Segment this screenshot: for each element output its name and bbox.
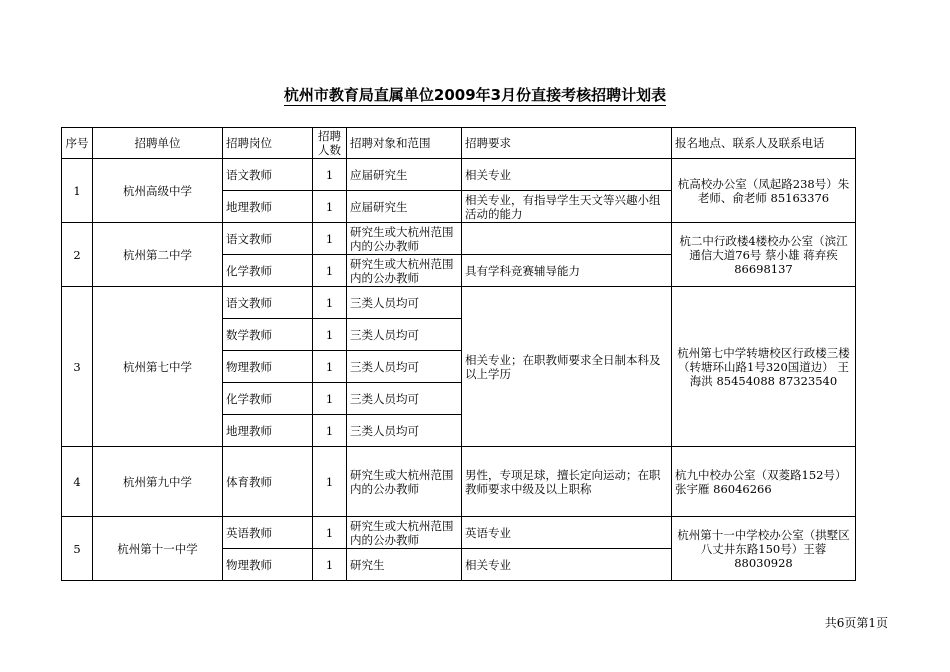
count-cell: 1 [313, 517, 347, 549]
unit-cell: 杭州第七中学 [93, 287, 223, 447]
position-cell: 语文教师 [223, 159, 313, 191]
unit-cell: 杭州高级中学 [93, 159, 223, 223]
header-count: 招聘人数 [313, 128, 347, 159]
unit-cell: 杭州第九中学 [93, 447, 223, 517]
count-cell: 1 [313, 447, 347, 517]
header-row [62, 128, 856, 159]
requirement-cell [462, 223, 672, 255]
position-cell: 化学教师 [223, 255, 313, 287]
requirement-cell: 相关专业 [462, 549, 672, 581]
header-requirement: 招聘要求 [462, 128, 672, 159]
table-row [62, 287, 856, 319]
position-cell: 化学教师 [223, 383, 313, 415]
target-cell: 应届研究生 [347, 159, 462, 191]
count-cell: 1 [313, 191, 347, 223]
page-title: 杭州市教育局直属单位2009年3月份直接考核招聘计划表 [283, 86, 667, 104]
count-cell: 1 [313, 351, 347, 383]
table-row [62, 159, 856, 191]
count-cell: 1 [313, 415, 347, 447]
seq-cell: 1 [62, 159, 93, 223]
position-cell: 地理教师 [223, 191, 313, 223]
count-cell: 1 [313, 223, 347, 255]
position-cell: 英语教师 [223, 517, 313, 549]
position-cell: 数学教师 [223, 319, 313, 351]
table-row [62, 517, 856, 549]
requirement-cell: 英语专业 [462, 517, 672, 549]
table-row [62, 223, 856, 255]
count-cell: 1 [313, 159, 347, 191]
target-cell: 三类人员均可 [347, 415, 462, 447]
header-unit: 招聘单位 [93, 128, 223, 159]
page-counter: 共6页第1页 [824, 616, 888, 630]
table-row [62, 447, 856, 517]
contact-cell: 杭二中行政楼4楼校办公室（滨江通信大道76号 蔡小雄 蒋弃疾 86698137 [672, 223, 856, 287]
count-cell: 1 [313, 549, 347, 581]
position-cell: 地理教师 [223, 415, 313, 447]
unit-cell: 杭州第二中学 [93, 223, 223, 287]
unit-cell: 杭州第十一中学 [93, 517, 223, 581]
header-position: 招聘岗位 [223, 128, 313, 159]
target-cell: 三类人员均可 [347, 287, 462, 319]
position-cell: 语文教师 [223, 223, 313, 255]
seq-cell: 2 [62, 223, 93, 287]
target-cell: 三类人员均可 [347, 319, 462, 351]
target-cell: 研究生或大杭州范围内的公办教师 [347, 517, 462, 549]
contact-cell: 杭州第十一中学校办公室（拱墅区八丈井东路150号）王蓉 88030928 [672, 517, 856, 581]
count-cell: 1 [313, 319, 347, 351]
target-cell: 研究生 [347, 549, 462, 581]
header-contact: 报名地点、联系人及联系电话 [672, 128, 856, 159]
target-cell: 研究生或大杭州范围内的公办教师 [347, 255, 462, 287]
count-cell: 1 [313, 383, 347, 415]
target-cell: 研究生或大杭州范围内的公办教师 [347, 223, 462, 255]
position-cell: 物理教师 [223, 549, 313, 581]
requirement-cell: 相关专业 [462, 159, 672, 191]
position-cell: 物理教师 [223, 351, 313, 383]
count-cell: 1 [313, 287, 347, 319]
count-cell: 1 [313, 255, 347, 287]
target-cell: 三类人员均可 [347, 351, 462, 383]
target-cell: 三类人员均可 [347, 383, 462, 415]
target-cell: 应届研究生 [347, 191, 462, 223]
contact-cell: 杭州第七中学转塘校区行政楼三楼（转塘环山路1号320国道边） 王海洪 85454088 87323540 [672, 287, 856, 447]
header-target: 招聘对象和范围 [347, 128, 462, 159]
requirement-cell: 具有学科竞赛辅导能力 [462, 255, 672, 287]
contact-cell: 杭九中校办公室（双菱路152号）张宇雁 86046266 [672, 447, 856, 517]
header-seq: 序号 [62, 128, 93, 159]
requirement-cell: 相关专业，有指导学生天文等兴趣小组活动的能力 [462, 191, 672, 223]
contact-cell: 杭高校办公室（凤起路238号）朱老师、俞老师 85163376 [672, 159, 856, 223]
seq-cell: 3 [62, 287, 93, 447]
requirement-cell: 男性，专项足球，擅长定向运动；在职教师要求中级及以上职称 [462, 447, 672, 517]
seq-cell: 4 [62, 447, 93, 517]
target-cell: 研究生或大杭州范围内的公办教师 [347, 447, 462, 517]
position-cell: 体育教师 [223, 447, 313, 517]
recruitment-table [61, 127, 856, 581]
requirement-cell: 相关专业；在职教师要求全日制本科及以上学历 [462, 287, 672, 447]
seq-cell: 5 [62, 517, 93, 581]
position-cell: 语文教师 [223, 287, 313, 319]
